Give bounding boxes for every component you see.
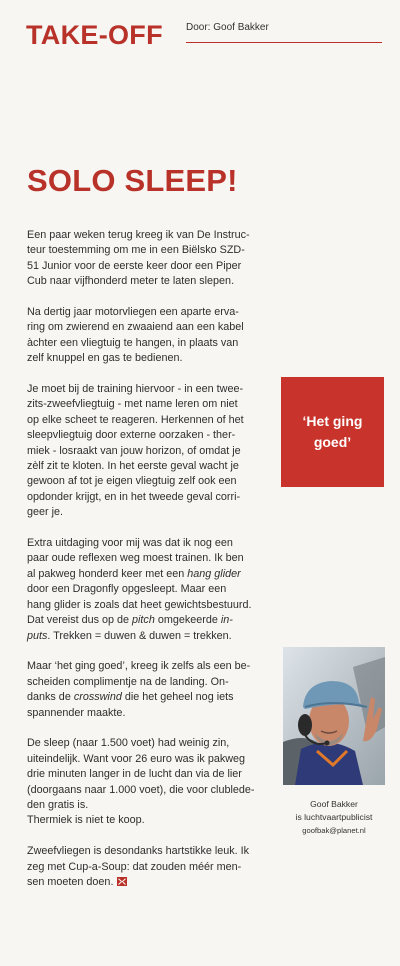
- header-rule: [186, 42, 382, 43]
- text-line: miek - losraakt van jouw horizon, of omdat je: [27, 444, 241, 457]
- text-line: ring om zwierend en zwaaiend aan een kabel: [27, 321, 244, 334]
- text-line: drie minuten langer in de lucht dan via de lier: [27, 768, 242, 781]
- paragraph-5: [27, 659, 275, 721]
- text-line: Extra uitdaging voor mij was dat ik nog een: [27, 537, 233, 550]
- paragraph-2: [27, 305, 275, 367]
- text-line: spannender maakte.: [27, 706, 126, 719]
- paragraph-4: [27, 536, 275, 644]
- text-line: sen moeten doen.: [27, 875, 275, 890]
- text-line: door een Dragonfly opgesleept. Maar een: [27, 583, 227, 596]
- article-end-icon: [117, 877, 127, 886]
- paragraph-3: [27, 382, 275, 521]
- text-line: danks de crosswind die het geheel nog iets: [27, 691, 234, 704]
- article-body: [27, 228, 275, 906]
- text-line: Je moet bij de training hiervoor - in een twee-: [27, 383, 244, 396]
- text-line: (doorgaans naar 1.000 voet), die voor clublede-: [27, 783, 255, 796]
- text-line: zits-zweefvliegtuig - met name leren om niet: [27, 398, 238, 411]
- paragraph-7: [27, 844, 275, 890]
- text-line: Dat vereist dus op de pitch omgekeerde in-: [27, 614, 233, 627]
- text-line: àchter een vliegtuig te hangen, in plaats van: [27, 336, 239, 349]
- text-line: geer je.: [27, 506, 64, 519]
- text-line: puts. Trekken = duwen & duwen = trekken.: [27, 629, 232, 642]
- text-line: zèlf zit te kloten. In het eerste geval wacht je: [27, 460, 239, 473]
- section-title: TAKE-OFF: [26, 20, 163, 50]
- text-line: op elke scheet te reageren. Herkennen of het: [27, 413, 244, 426]
- text-line: hang glider is zoals dat heet gewichtsbestuurd.: [27, 598, 252, 611]
- pull-quote: ‘Het ging goed’: [302, 413, 363, 450]
- paragraph-6: [27, 736, 275, 828]
- text-line: De sleep (naar 1.500 voet) had weinig zin,: [27, 737, 230, 750]
- text-line: scheiden complimentje na de landing. On-: [27, 675, 229, 688]
- text-line: gewoon af tot je eigen vliegtuig zelf ook een: [27, 475, 237, 488]
- text-line: Maar ‘het ging goed’, kreeg ik zelfs als een be-: [27, 660, 251, 673]
- text-line: opdonder krijgt, en in het tweede geval corri-: [27, 490, 241, 503]
- text-line: paar oude reflexen weg moest trainen. Ik ben: [27, 552, 244, 565]
- text-line: 51 Junior voor de eerste keer door een Piper: [27, 259, 242, 272]
- paragraph-1: [27, 228, 275, 290]
- text-line: al pakweg honderd keer met een hang glider: [27, 567, 241, 580]
- text-line: Een paar weken terug kreeg ik van De Instruc-: [27, 229, 250, 241]
- caption-role: is luchtvaartpublicist: [295, 812, 373, 822]
- text-line: uiteindelijk. Want voor 26 euro was ik pakweg: [27, 752, 246, 765]
- caption-email: goofbak@planet.nl: [302, 826, 366, 835]
- text-line: zelf knuppel en gas te bedienen.: [27, 352, 183, 365]
- text-line: den gratis is.: [27, 798, 89, 811]
- pull-quote-box: [281, 377, 384, 487]
- text-line: zeg met Cup-a-Soup: dat zouden méér men-: [27, 860, 242, 873]
- byline: Door: Goof Bakker: [186, 22, 269, 33]
- text-line: sleepvliegtuig door externe oorzaken - ther-: [27, 429, 236, 442]
- author-photo: [283, 647, 385, 785]
- text-line: Zweefvliegen is desondanks hartstikke leuk. Ik: [27, 845, 250, 858]
- caption-name: Goof Bakker: [310, 799, 358, 809]
- text-line: teur toestemming om me in een Biëlsko SZD-: [27, 244, 245, 257]
- text-line: Thermiek is niet te koop.: [27, 814, 145, 827]
- text-line: Na dertig jaar motorvliegen een aparte erva-: [27, 306, 239, 319]
- photo-caption: [283, 798, 385, 837]
- text-line: Cub naar vijfhonderd meter te laten slepen.: [27, 275, 235, 288]
- headline: SOLO SLEEP!: [27, 163, 238, 198]
